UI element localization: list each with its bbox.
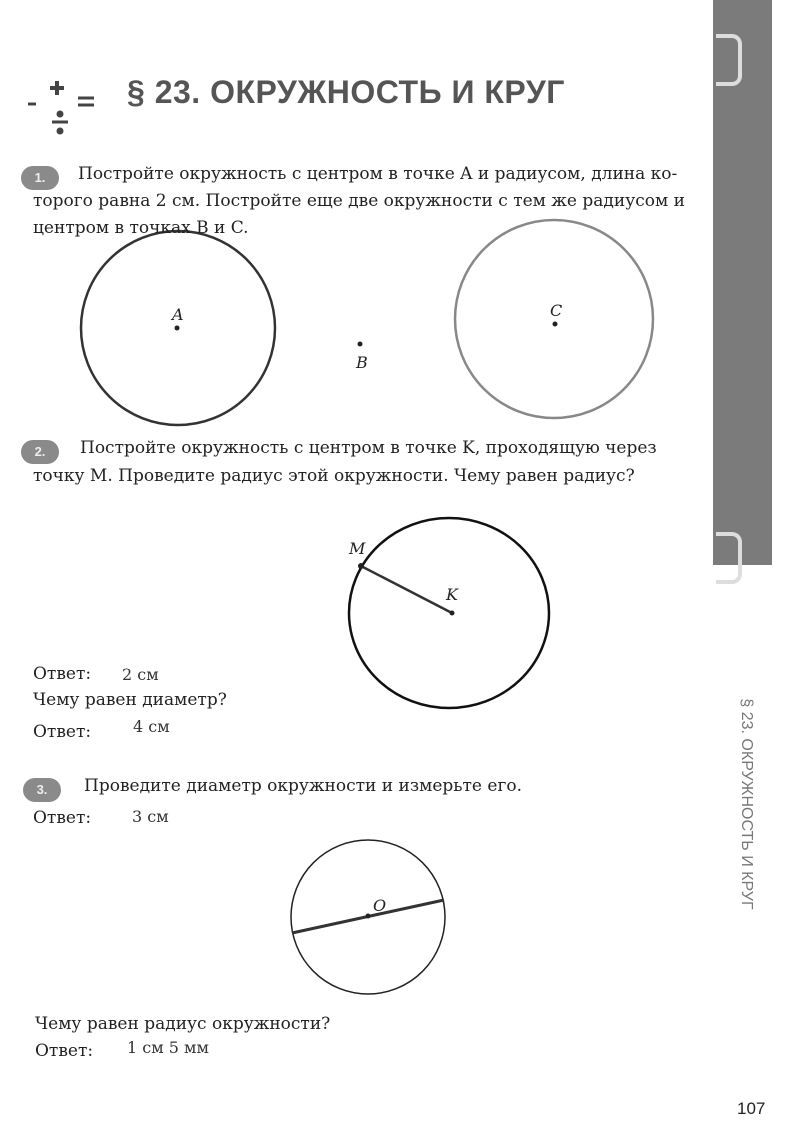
label-a: A: [172, 305, 184, 324]
task-text: точку M. Проведите радиус этой окружности. Чему равен радиус?: [33, 466, 635, 486]
question-text: Чему равен диаметр?: [33, 690, 227, 710]
task-text: Проведите диаметр окружности и измерьте его.: [84, 776, 522, 796]
label-m: M: [349, 539, 366, 558]
point-b: [358, 342, 363, 347]
task-text: Постройте окружность с центром в точке K, проходящую через: [80, 438, 657, 458]
point-m: [358, 563, 364, 569]
point-c: [553, 322, 558, 327]
answer-value: 3 см: [132, 807, 169, 826]
label-b: B: [356, 353, 368, 372]
label-k: K: [446, 585, 458, 604]
answer-label: Ответ:: [33, 808, 92, 828]
page-title: § 23. ОКРУЖНОСТЬ И КРУГ: [127, 74, 565, 110]
side-section-title: § 23. ОКРУЖНОСТЬ И КРУГ: [738, 698, 755, 910]
question-text: Чему равен радиус окружности?: [35, 1014, 331, 1034]
point-a: [175, 326, 180, 331]
circle-k: [349, 518, 549, 708]
label-c: C: [550, 301, 563, 320]
answer-value: 4 см: [133, 717, 170, 736]
point-k: [450, 611, 455, 616]
label-o: O: [373, 896, 387, 915]
task-badge: 2.: [21, 440, 59, 464]
task-text: Постройте окружность с центром в точке A и радиусом, длина ко-: [78, 164, 678, 184]
point-o: [366, 914, 371, 919]
answer-label: Ответ:: [35, 1041, 94, 1061]
radius-mk: [361, 566, 452, 613]
task-badge: 1.: [21, 166, 59, 190]
task-badge: 3.: [23, 778, 61, 802]
task-text: центром в точках B и C.: [33, 218, 249, 238]
answer-value: 2 см: [122, 665, 159, 684]
answer-label: Ответ:: [33, 664, 92, 684]
page-number: 107: [737, 1099, 766, 1118]
answer-label: Ответ:: [33, 722, 92, 742]
answer-value: 1 см 5 мм: [127, 1038, 209, 1057]
task-text: торого равна 2 см. Постройте еще две окружности с тем же радиусом и: [33, 191, 685, 211]
math-operators-icon: [28, 81, 94, 134]
